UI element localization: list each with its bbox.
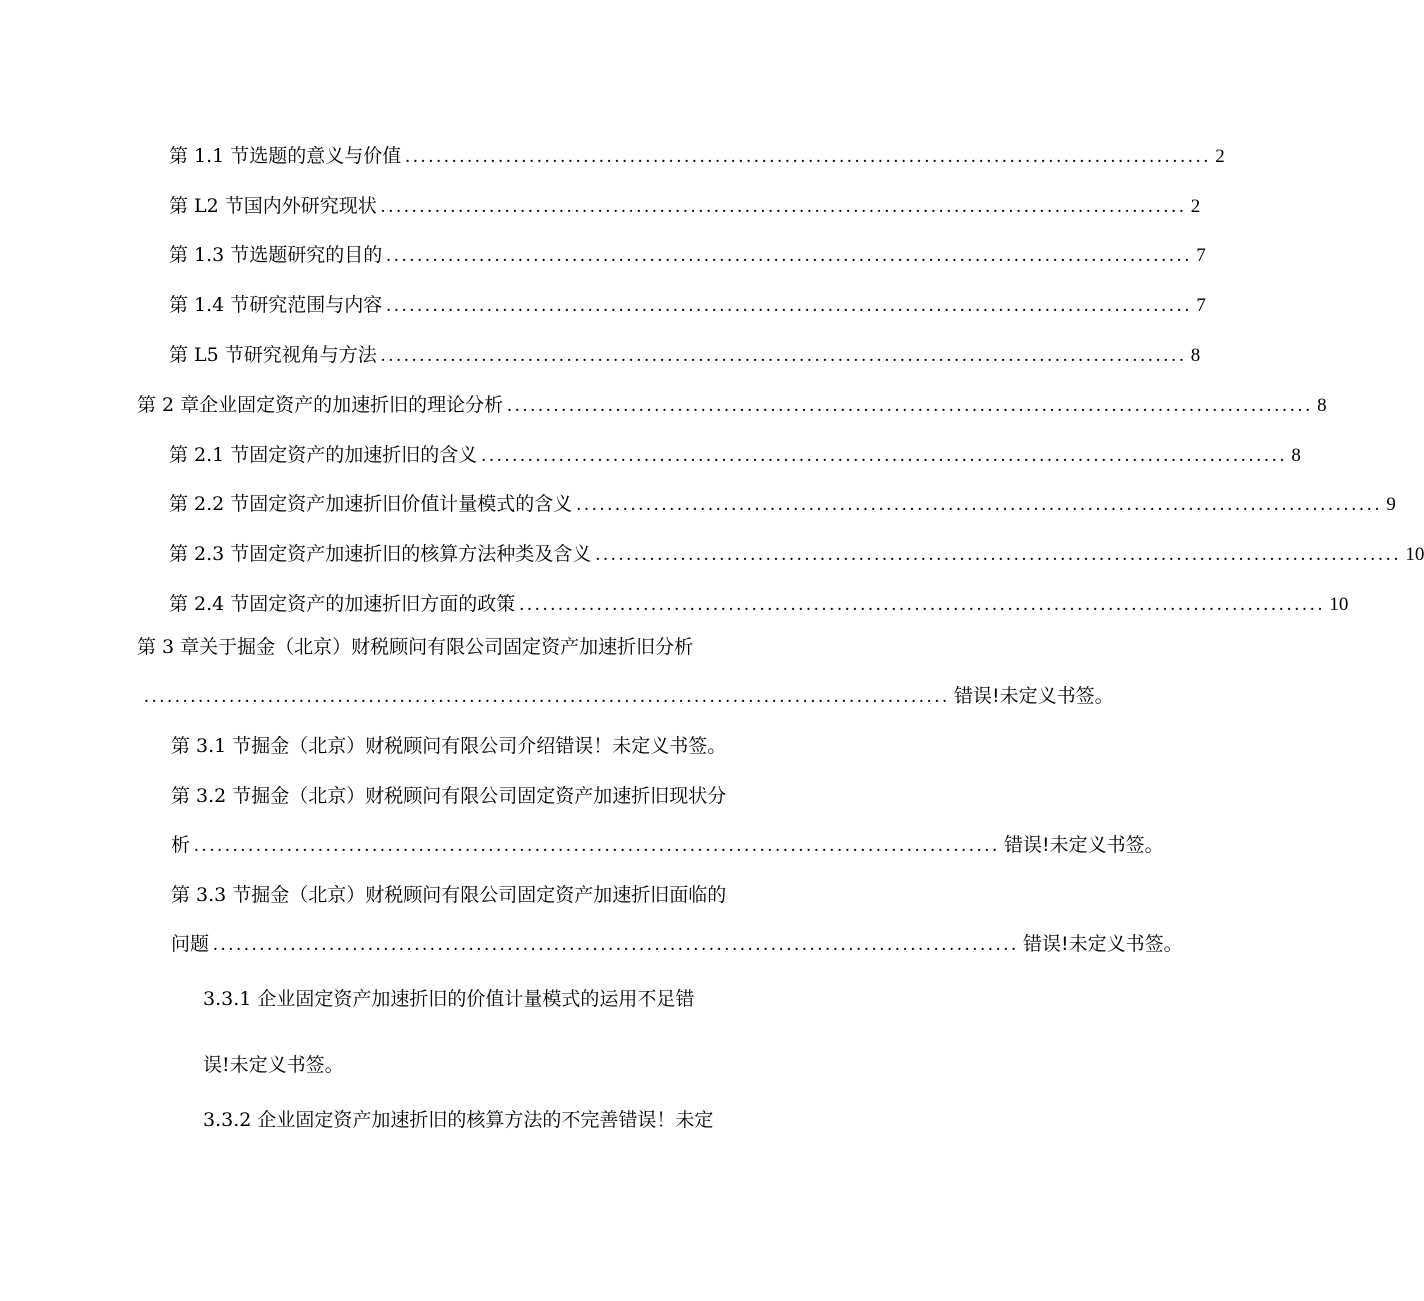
toc-entry-1-4[interactable] [169,292,1206,319]
toc-entry-3-3-leader[interactable] [171,931,1183,958]
toc-chapter-3-title[interactable]: 第 3 章关于掘金（北京）财税顾问有限公司固定资产加速折旧分析 [137,636,694,658]
toc-entry-page: 2 [1190,196,1201,217]
toc-entry-2-2[interactable] [169,491,1396,518]
dot-leader: ........................................................................................................ [194,835,1001,856]
toc-entry-3-1[interactable]: 第 3.1 节掘金（北京）财税顾问有限公司介绍错误！未定义书签。 [171,735,727,757]
toc-entry-page: 9 [1386,494,1396,515]
toc-entry-1-1[interactable] [169,143,1225,170]
toc-entry-title: 第 1.3 节选题研究的目的 [169,244,383,266]
dot-leader: ........................................................................................................ [519,594,1326,615]
toc-entry-page: 8 [1190,345,1201,366]
toc-entry-title: 固定资产加速折旧价值计量模式的含义 [249,493,573,515]
toc-entry-2-3[interactable] [169,541,1424,568]
dot-leader: ........................................................................................................ [386,295,1193,316]
toc-entry-page: 错误!未定义书签。 [1004,834,1164,856]
toc-entry-label: 第 2.4 节 [169,593,250,615]
toc-entry-1-3[interactable] [169,242,1206,269]
dot-leader: ........................................................................................................ [507,395,1314,416]
toc-entry-title: 第 L5 节研究视角与方法 [169,344,377,366]
toc-chapter-2[interactable] [137,392,1327,419]
toc-entry-title: 第 L2 节国内外研究现状 [169,195,377,217]
toc-entry-label: 第 2.2 节 [169,493,250,515]
dot-leader: ........................................................................................................ [576,494,1383,515]
dot-leader: ........................................................................................................ [481,445,1288,466]
toc-entry-page: 10 [1329,594,1349,615]
toc-entry-page: 错误!未定义书签。 [1023,933,1183,955]
dot-leader: ........................................................................................................ [595,544,1402,565]
toc-entry-3-2-leader[interactable] [171,832,1164,859]
toc-entry-title: 固定资产加速折旧的核算方法种类及含义 [249,543,592,565]
toc-entry-continuation: 问题 [171,933,210,955]
toc-entry-3-3-1-title[interactable]: 3.3.1 企业固定资产加速折旧的价值计量模式的运用不足错 [203,988,695,1010]
toc-entry-1-2[interactable] [169,193,1201,220]
toc-entry-continuation: 析 [171,834,191,856]
toc-entry-1-5[interactable] [169,342,1201,369]
toc-entry-page: 10 [1405,544,1424,565]
toc-entry-3-3-1-continuation[interactable]: 误!未定义书签。 [203,1054,344,1076]
dot-leader: ........................................................................................................ [213,934,1020,955]
toc-entry-title: 第 1.1 节选题的意义与价值 [169,145,402,167]
toc-entry-title: 固定资产的加速折旧方面的政策 [249,593,516,615]
dot-leader: ........................................................................................................ [386,245,1193,266]
toc-entry-page: 2 [1215,146,1225,167]
toc-entry-page: 7 [1196,245,1206,266]
toc-entry-label: 第 2.3 节 [169,543,250,565]
toc-entry-2-4[interactable] [169,591,1349,618]
toc-entry-page: 错误!未定义书签。 [954,685,1114,707]
toc-entry-title: 第 1.4 节研究范围与内容 [169,294,383,316]
toc-chapter-3-leader[interactable] [144,683,1114,710]
toc-entry-page: 7 [1196,295,1206,316]
dot-leader: ........................................................................................................ [144,686,950,707]
toc-entry-page: 8 [1291,445,1301,466]
dot-leader: ........................................................................................................ [380,196,1187,217]
toc-entry-2-1[interactable] [169,442,1301,469]
toc-entry-3-3-2-title[interactable]: 3.3.2 企业固定资产加速折旧的核算方法的不完善错误！未定 [203,1109,714,1131]
toc-entry-page: 8 [1317,395,1327,416]
toc-entry-3-2-title[interactable]: 第 3.2 节掘金（北京）财税顾问有限公司固定资产加速折旧现状分 [171,785,727,807]
toc-entry-3-3-title[interactable]: 第 3.3 节掘金（北京）财税顾问有限公司固定资产加速折旧面临的 [171,884,727,906]
toc-entry-title: 第 2 章企业固定资产的加速折旧的理论分析 [137,394,504,416]
dot-leader: ........................................................................................................ [405,146,1212,167]
toc-entry-title: 固定资产的加速折旧的含义 [249,444,478,466]
dot-leader: ........................................................................................................ [380,345,1187,366]
toc-entry-label: 第 2.1 节 [169,444,250,466]
